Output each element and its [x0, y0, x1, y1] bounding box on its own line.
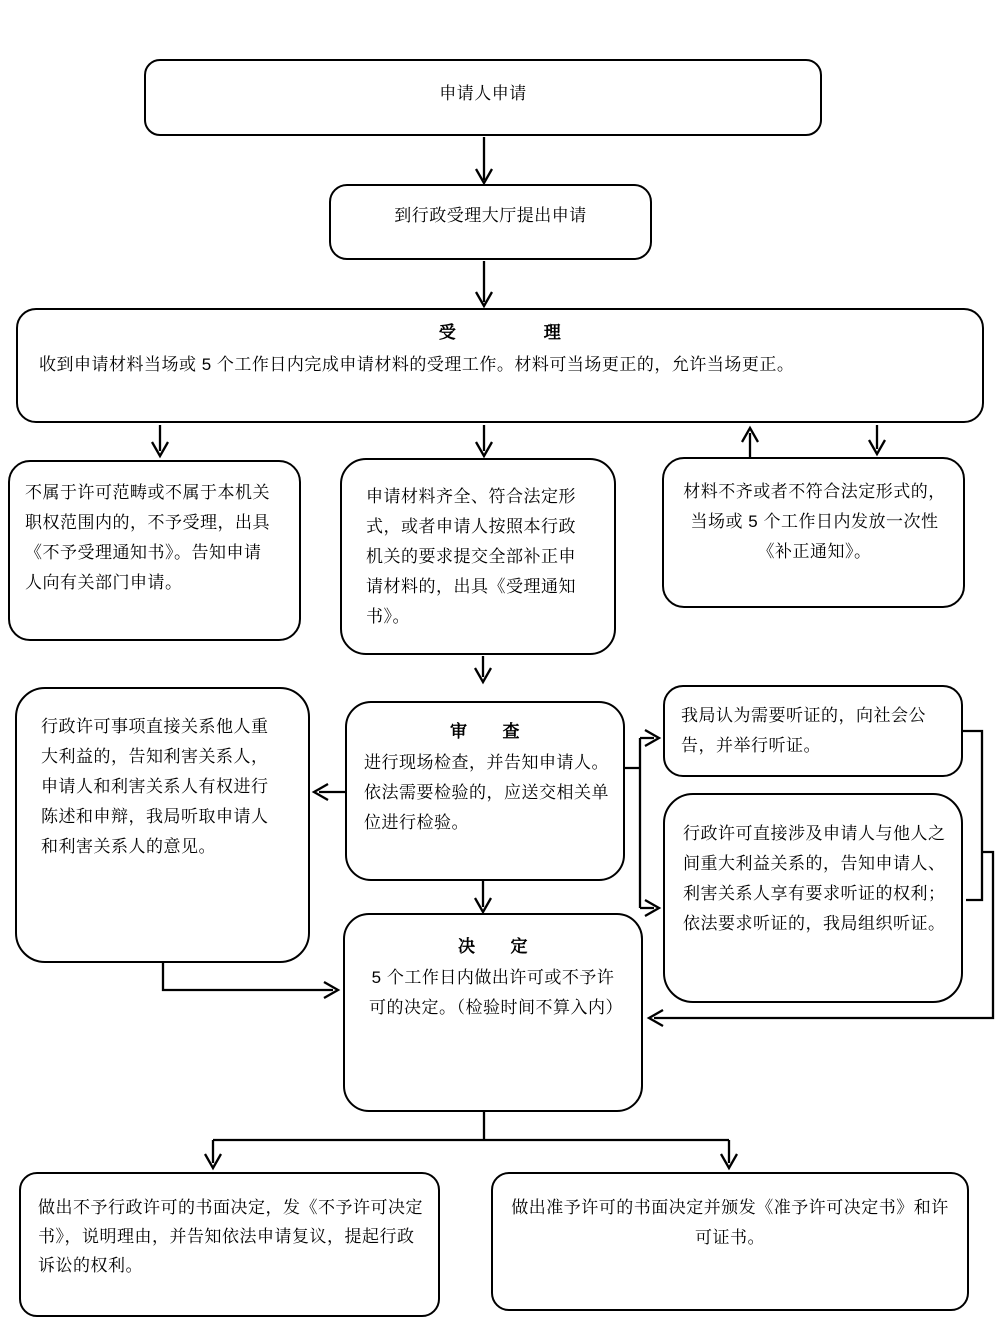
- node-hearing-rights: [663, 793, 963, 1003]
- node-hearing-rights-text: 行政许可直接涉及申请人与他人之间重大利益关系的，告知申请人、利害关系人享有要求听证的权利；依法要求听证的，我局组织听证。: [683, 824, 946, 933]
- node-acceptance: [16, 308, 984, 423]
- node-supplement-text: 材料不齐或者不符合法定形式的，当场或 5 个工作日内发放一次性《补正通知》。: [683, 482, 946, 561]
- node-grant-text: 做出准予许可的书面决定并颁发《准予许可决定书》和许可证书。: [511, 1198, 949, 1247]
- node-review-title: 审 查: [450, 722, 520, 741]
- node-stakeholder: [15, 687, 310, 963]
- node-deny: [19, 1172, 440, 1317]
- node-hall: [329, 184, 652, 260]
- node-deny-text: 做出不予行政许可的书面决定，发《不予许可决定书》，说明理由，并告知依法申请复议，提起行政诉讼的权利。: [38, 1198, 423, 1275]
- node-accepted-text: 申请材料齐全、符合法定形式，或者申请人按照本行政机关的要求提交全部补正申请材料的，出具《受理通知书》。: [366, 487, 576, 626]
- node-hall-text: 到行政受理大厅提出申请: [394, 206, 587, 225]
- node-hearing-public: [663, 685, 963, 777]
- node-applicant-text: 申请人申请: [439, 84, 527, 103]
- node-review: [345, 701, 625, 881]
- node-supplement: [662, 457, 965, 608]
- node-applicant: [144, 59, 822, 136]
- node-decision-title: 决 定: [458, 937, 528, 956]
- node-not-accepted: [8, 460, 301, 641]
- node-grant: [491, 1172, 969, 1311]
- node-not-accepted-text: 不属于许可范畴或不属于本机关职权范围内的，不予受理，出具《不予受理通知书》。告知申请人向有关部门申请。: [25, 483, 270, 592]
- node-decision: [343, 913, 643, 1112]
- node-hearing-public-text: 我局认为需要听证的，向社会公告，并举行听证。: [681, 706, 926, 755]
- node-acceptance-title: 受 理: [438, 323, 562, 342]
- node-review-body: 进行现场检查，并告知申请人。依法需要检验的，应送交相关单位进行检验。: [364, 753, 609, 832]
- node-stakeholder-text: 行政许可事项直接关系他人重大利益的，告知利害关系人，申请人和利害关系人有权进行陈述和申辩，我局听取申请人和利害关系人的意见。: [41, 717, 269, 856]
- node-accepted: [340, 458, 616, 655]
- node-acceptance-body: 收到申请材料当场或 5 个工作日内完成申请材料的受理工作。材料可当场更正的，允许当场更正。: [39, 355, 795, 374]
- node-decision-body: 5 个工作日内做出许可或不予许可的决定。（检验时间不算入内）: [369, 968, 623, 1017]
